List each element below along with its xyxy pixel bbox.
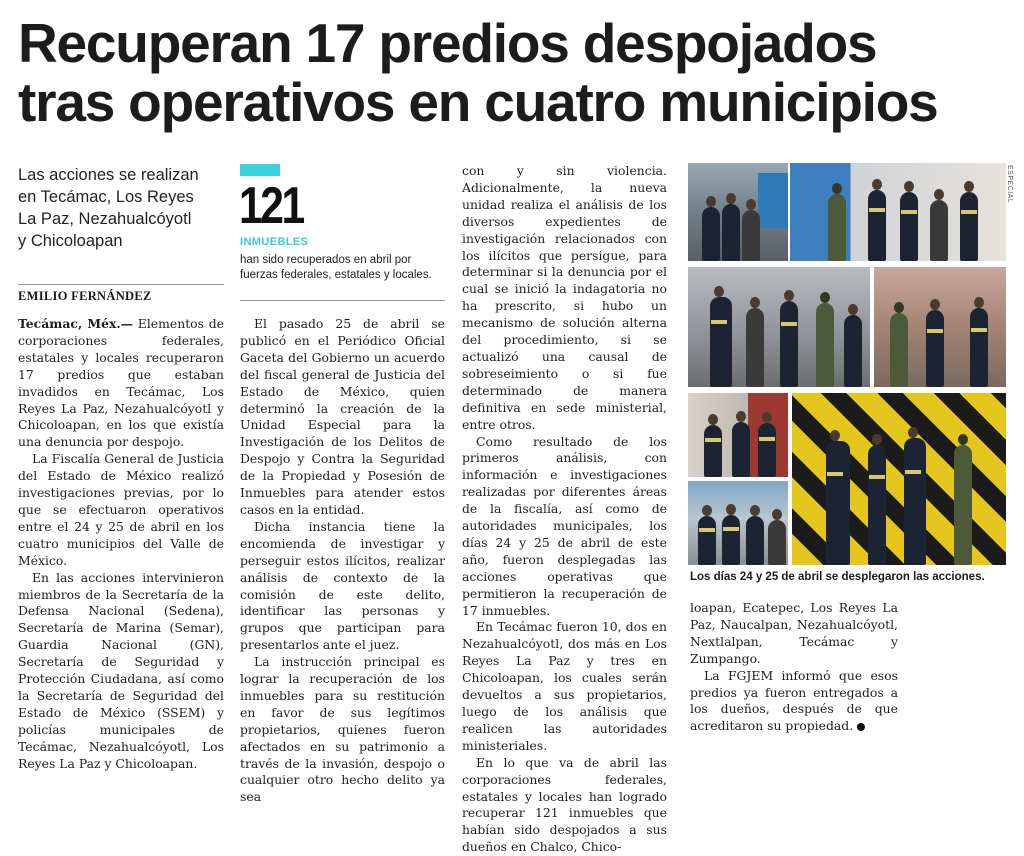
photo-collage [688, 163, 1006, 565]
paragraph-text: Elementos de corporaciones federales, estatales y locales recuperaron 17 predios que estaban invadidos en Tecámac, Los Reyes La Paz, Nezahualcóyotl y Chicoloapan, en los que existía una denuncia por despojo. [18, 316, 224, 450]
stat-rule [240, 300, 445, 301]
photo-operation-officers [688, 267, 870, 387]
article-paragraph: con y sin violencia. Adicionalmente, la nueva unidad realiza el análisis de los diversos expedientes de investigación relacionados con los ilícitos que persigue, para determinar si la denuncia por el cual se inició la indagatoria no ha prescrito, si hubo un mecanismo de solución alterna del procedimiento, si se actualizó una causal de sobreseimiento o si fue determinado de manera definitiva en sede ministerial, entre otros. [462, 163, 667, 432]
article-paragraph: En Tecámac fueron 10, dos en Nezahualcóyotl, dos más en Los Reyes La Paz y tres en Chicoloapan, los cuales serán devueltos a sus propietarios, luego de los análisis que realicen las autoridades ministeriales. [462, 619, 667, 753]
photo-caption: Los días 24 y 25 de abril se desplegaron las acciones. [690, 571, 985, 583]
article-paragraph: En lo que va de abril las corporaciones federales, estatales y locales han logrado recuperar 121 inmuebles que habían sido despojados a sus dueños en Chalco, Chico- [462, 754, 667, 855]
stat-description-line: han sido recuperados en abril por [240, 254, 412, 266]
paragraph-text: La FGJEM informó que esos predios ya fueron entregados a los dueños, después de que acreditaron su propiedad. [690, 667, 898, 734]
photo-operation-street [688, 163, 788, 261]
article-paragraph: El pasado 25 de abril se publicó en el Periódico Oficial Gaceta del Gobierno un acuerdo del fiscal general de Justicia del Estado de México, quien determinó la creación de la Unidad Especial para la Investigación de los Delitos de Despojo y Contra la Seguridad de la Propiedad y Posesión de Inmuebles para atender estos casos en la entidad. [240, 316, 445, 517]
byline: EMILIO FERNÁNDEZ [18, 289, 152, 303]
headline [18, 14, 1008, 132]
article-paragraph [690, 668, 898, 736]
photo-operation-barrier [792, 393, 1006, 565]
photo-operation-house [874, 267, 1006, 387]
article-paragraph: La Fiscalía General de Justicia del Estado de México realizó investigaciones previas, por lo que se efectuaron operativos entre el 24 y 25 de abril en los cuatro municipios del Valle de México. [18, 451, 224, 568]
article-paragraph: Como resultado de los primeros análisis, con información e investigaciones realizadas por diferentes áreas de la fiscalía, así como de autoridades municipales, los días 24 y 25 de abril de este año, fueron desplegadas las acciones operativas que permitieron la recuperación de 17 inmuebles. [462, 433, 667, 618]
stat-accent-bar [240, 164, 280, 176]
headline-line-2: tras operativos en cuatro municipios [18, 71, 938, 133]
article-paragraph: La instrucción principal es lograr la recuperación de los inmuebles para su restitución en favor de sus legítimos propietarios, quienes fueron afectados en su patrimonio a través de la invasión, despojo o cualquier otro hecho delito ya sea [240, 654, 445, 805]
article-column-1 [18, 316, 224, 772]
article-paragraph [18, 316, 224, 451]
end-of-article-icon [857, 723, 865, 731]
deck-line: La Paz, Nezahualcóyotl [18, 210, 192, 228]
article-column-3 [462, 163, 667, 856]
stat-label: INMUEBLES [240, 236, 309, 248]
deck-line: Las acciones se realizan [18, 166, 199, 184]
byline-rule [18, 284, 224, 285]
headline-line-1: Recuperan 17 predios despojados [18, 12, 877, 74]
deck [18, 164, 228, 252]
article-paragraph: Dicha instancia tiene la encomienda de investigar y perseguir estos ilícitos, realizar análisis de contexto de la comisión de este delito, identificar las personas y grupos que participan para presentarlos ante el juez. [240, 518, 445, 653]
dateline: Tecámac, Méx.— [18, 316, 134, 331]
stat-description-line: fuerzas federales, estatales y locales. [240, 268, 432, 281]
photo-operation-door [688, 393, 788, 477]
deck-line: y Chicoloapan [18, 232, 123, 250]
photo-credit: ESPECIAL [1006, 165, 1013, 204]
article-paragraph: En las acciones intervinieron miembros de la Secretaría de la Defensa Nacional (Sedena), Secretaría de Marina (Semar), Guardia Nacional (GN), Secretaría de Seguridad y Protección Ciudadana, así como la Secretaría de Seguridad del Estado de México (SSEM) y policías municipales de Tecámac, Nezahualcóyotl, Los Reyes La Paz y Chicoloapan. [18, 569, 224, 771]
article-column-4 [690, 600, 898, 735]
photo-operation-patrol [688, 481, 788, 565]
deck-line: en Tecámac, Los Reyes [18, 188, 194, 206]
article-paragraph: loapan, Ecatepec, Los Reyes La Paz, Naucalpan, Nezahualcóyotl, Nextlalpan, Tecámac y Zumpango. [690, 600, 898, 666]
stat-description [240, 253, 445, 282]
stat-number: 121 [239, 177, 303, 235]
article-column-2 [240, 316, 445, 806]
photo-operation-gate [790, 163, 1006, 261]
